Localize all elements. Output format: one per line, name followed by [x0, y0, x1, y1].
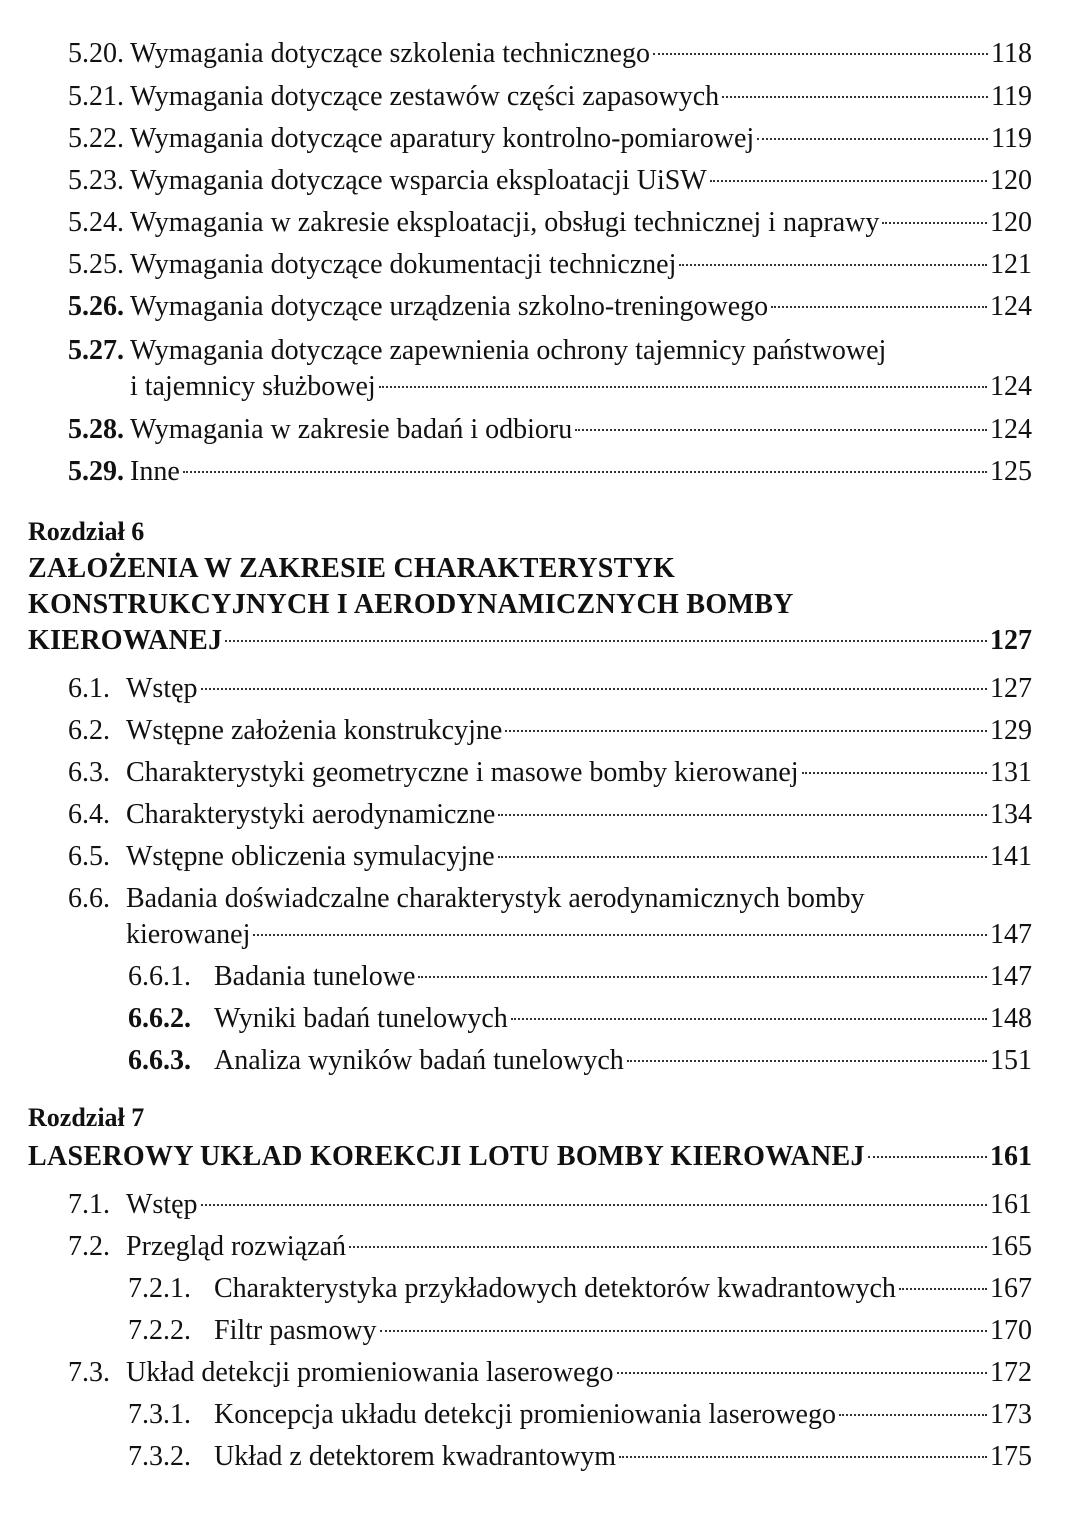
entry-number: 7.1.: [68, 1189, 110, 1220]
toc-entry-5-28[interactable]: [68, 413, 1032, 447]
entry-page: 127: [990, 673, 1032, 704]
entry-title: Analiza wyników badań tunelowych: [214, 1045, 624, 1076]
entry-title: Inne: [130, 456, 180, 487]
entry-page: 118: [991, 38, 1032, 69]
entry-page: 147: [990, 919, 1032, 950]
entry-number: 6.6.: [68, 883, 110, 914]
entry-number: 6.5.: [68, 841, 110, 872]
toc-entry-7-2-1[interactable]: [128, 1272, 1032, 1306]
entry-number: 5.26.: [68, 291, 124, 322]
entry-page: 120: [990, 207, 1032, 238]
toc-entry-7-2-2[interactable]: [128, 1314, 1032, 1348]
toc-entry-7-3-1[interactable]: [128, 1398, 1032, 1432]
dot-leader: [868, 1156, 987, 1158]
toc-entry-5-27-line1[interactable]: [68, 334, 886, 368]
entry-title: Wymagania dotyczące szkolenia technicznego: [130, 38, 650, 69]
entry-page: 124: [990, 291, 1032, 322]
entry-page: 148: [990, 1003, 1032, 1034]
entry-page: 172: [990, 1357, 1032, 1388]
toc-entry-5-27-line2[interactable]: [130, 370, 1032, 404]
entry-number: 7.2.2.: [128, 1315, 191, 1346]
entry-title: Wstęp: [126, 1189, 198, 1220]
entry-page: 124: [990, 371, 1032, 402]
entry-title: Filtr pasmowy: [214, 1315, 377, 1346]
entry-page: 124: [990, 414, 1032, 445]
dot-leader: [757, 138, 988, 140]
toc-entry-6-3[interactable]: [68, 756, 1032, 790]
entry-page: 165: [990, 1231, 1032, 1262]
dot-leader: [771, 306, 987, 308]
entry-title: Wstępne założenia konstrukcyjne: [126, 715, 503, 746]
chapter-6-title-line3: KIEROWANEJ: [28, 625, 223, 656]
entry-number: 5.23.: [68, 165, 124, 196]
dot-leader: [380, 1330, 987, 1332]
entry-number: 5.28.: [68, 414, 124, 445]
entry-number: 5.20.: [68, 38, 124, 69]
entry-page: 167: [990, 1273, 1032, 1304]
chapter-6-heading-entry[interactable]: [28, 624, 1032, 658]
chapter-6-title-line2: KONSTRUKCYJNYCH I AERODYNAMICZNYCH BOMBY: [28, 589, 794, 620]
entry-number: 5.29.: [68, 456, 124, 487]
dot-leader: [379, 386, 987, 388]
entry-title-line2: i tajemnicy służbowej: [130, 371, 376, 402]
entry-page: 175: [990, 1441, 1032, 1472]
entry-page: 151: [990, 1045, 1032, 1076]
entry-number: 6.6.2.: [128, 1003, 191, 1034]
dot-leader: [498, 814, 987, 816]
toc-entry-5-22[interactable]: [68, 122, 1032, 156]
entry-number: 7.3.: [68, 1357, 110, 1388]
entry-page: 119: [991, 123, 1032, 154]
entry-page: 141: [990, 841, 1032, 872]
dot-leader: [511, 1018, 987, 1020]
entry-title: Wymagania dotyczące dokumentacji technicznej: [130, 249, 677, 280]
entry-title: Wymagania dotyczące urządzenia szkolno-treningowego: [130, 291, 769, 322]
dot-leader: [201, 688, 987, 690]
dot-leader: [882, 222, 987, 224]
dot-leader: [498, 856, 987, 858]
toc-entry-6-5[interactable]: [68, 840, 1032, 874]
toc-entry-7-3-2[interactable]: [128, 1440, 1032, 1474]
entry-title: Charakterystyki geometryczne i masowe bomby kierowanej: [126, 757, 799, 788]
toc-entry-5-26[interactable]: [68, 290, 1032, 324]
dot-leader: [839, 1414, 987, 1416]
chapter-7-title: LASEROWY UKŁAD KOREKCJI LOTU BOMBY KIEROWANEJ: [28, 1141, 865, 1172]
entry-number: 7.3.1.: [128, 1399, 191, 1430]
toc-entry-7-1[interactable]: [68, 1188, 1032, 1222]
entry-page: 131: [990, 757, 1032, 788]
entry-title-line2: kierowanej: [126, 919, 251, 950]
entry-number: 6.6.3.: [128, 1045, 191, 1076]
entry-title: Wymagania dotyczące aparatury kontrolno-pomiarowej: [130, 123, 755, 154]
entry-title: Wymagania w zakresie eksploatacji, obsługi technicznej i naprawy: [130, 207, 880, 238]
entry-title: Badania tunelowe: [214, 961, 416, 992]
entry-number: 6.4.: [68, 799, 110, 830]
entry-title-line1: Badania doświadczalne charakterystyk aerodynamicznych bomby: [126, 883, 865, 914]
entry-page: 173: [990, 1399, 1032, 1430]
entry-number: 5.24.: [68, 207, 124, 238]
entry-title: Wstęp: [126, 673, 198, 704]
entry-number: 7.3.2.: [128, 1441, 191, 1472]
dot-leader: [225, 640, 987, 642]
toc-entry-6-6-1[interactable]: [128, 960, 1032, 994]
toc-entry-6-6-3[interactable]: [128, 1044, 1032, 1078]
entry-number: 5.21.: [68, 81, 124, 112]
toc-entry-6-4[interactable]: [68, 798, 1032, 832]
dot-leader: [349, 1246, 987, 1248]
toc-entry-5-25[interactable]: [68, 248, 1032, 282]
entry-title: Charakterystyka przykładowych detektorów kwadrantowych: [214, 1273, 896, 1304]
entry-title: Układ z detektorem kwadrantowym: [214, 1441, 616, 1472]
dot-leader: [627, 1060, 987, 1062]
entry-page: 161: [990, 1141, 1032, 1172]
dot-leader: [899, 1288, 987, 1290]
toc-entry-5-24[interactable]: [68, 206, 1032, 240]
dot-leader: [710, 180, 987, 182]
entry-page: 121: [990, 249, 1032, 280]
entry-page: 129: [990, 715, 1032, 746]
toc-entry-5-20[interactable]: [68, 37, 1032, 71]
toc-entry-7-3[interactable]: [68, 1356, 1032, 1390]
toc-entry-6-1[interactable]: [68, 672, 1032, 706]
dot-leader: [802, 772, 987, 774]
dot-leader: [617, 1372, 988, 1374]
entry-title-line1: Wymagania dotyczące zapewnienia ochrony tajemnicy państwowej: [130, 335, 887, 366]
toc-entry-6-6-2[interactable]: [128, 1002, 1032, 1036]
entry-page: 147: [990, 961, 1032, 992]
entry-title: Koncepcja układu detekcji promieniowania laserowego: [214, 1399, 836, 1430]
chapter-7-heading-entry[interactable]: [28, 1140, 1032, 1174]
entry-page: 120: [990, 165, 1032, 196]
dot-leader: [253, 934, 987, 936]
dot-leader: [722, 96, 988, 98]
chapter-7-label: Rozdział 7: [28, 1103, 145, 1132]
entry-page: 161: [990, 1189, 1032, 1220]
entry-title: Wstępne obliczenia symulacyjne: [126, 841, 495, 872]
entry-number: 5.27.: [68, 335, 124, 366]
entry-number: 6.3.: [68, 757, 110, 788]
entry-title: Wymagania w zakresie badań i odbioru: [130, 414, 573, 445]
entry-title: Wyniki badań tunelowych: [214, 1003, 508, 1034]
entry-page: 125: [990, 456, 1032, 487]
dot-leader: [653, 53, 988, 55]
dot-leader: [183, 471, 987, 473]
dot-leader: [505, 730, 987, 732]
entry-title: Charakterystyki aerodynamiczne: [126, 799, 496, 830]
entry-number: 6.1.: [68, 673, 110, 704]
entry-number: 7.2.: [68, 1231, 110, 1262]
entry-number: 6.2.: [68, 715, 110, 746]
toc-entry-5-23[interactable]: [68, 164, 1032, 198]
toc-entry-6-6-line1[interactable]: [68, 882, 865, 916]
dot-leader: [575, 429, 987, 431]
entry-page: 119: [991, 81, 1032, 112]
toc-entry-6-2[interactable]: [68, 714, 1032, 748]
entry-number: 7.2.1.: [128, 1273, 191, 1304]
dot-leader: [418, 976, 987, 978]
chapter-6-title-line1: ZAŁOŻENIA W ZAKRESIE CHARAKTERYSTYK: [28, 553, 676, 584]
toc-entry-5-21[interactable]: [68, 80, 1032, 114]
entry-title: Układ detekcji promieniowania laserowego: [126, 1357, 614, 1388]
entry-title: Wymagania dotyczące wsparcia eksploatacji UiSW: [130, 165, 707, 196]
entry-number: 6.6.1.: [128, 961, 191, 992]
entry-number: 5.22.: [68, 123, 124, 154]
entry-title: Wymagania dotyczące zestawów części zapasowych: [130, 81, 720, 112]
dot-leader: [619, 1456, 987, 1458]
entry-title: Przegląd rozwiązań: [126, 1231, 346, 1262]
dot-leader: [679, 264, 987, 266]
entry-number: 5.25.: [68, 249, 124, 280]
toc-entry-5-29[interactable]: [68, 455, 1032, 489]
entry-page: 127: [990, 625, 1032, 656]
chapter-6-label: Rozdział 6: [28, 517, 145, 546]
entry-page: 170: [990, 1315, 1032, 1346]
dot-leader: [201, 1204, 987, 1206]
toc-entry-6-6-line2[interactable]: [126, 918, 1032, 952]
entry-page: 134: [990, 799, 1032, 830]
toc-entry-7-2[interactable]: [68, 1230, 1032, 1264]
